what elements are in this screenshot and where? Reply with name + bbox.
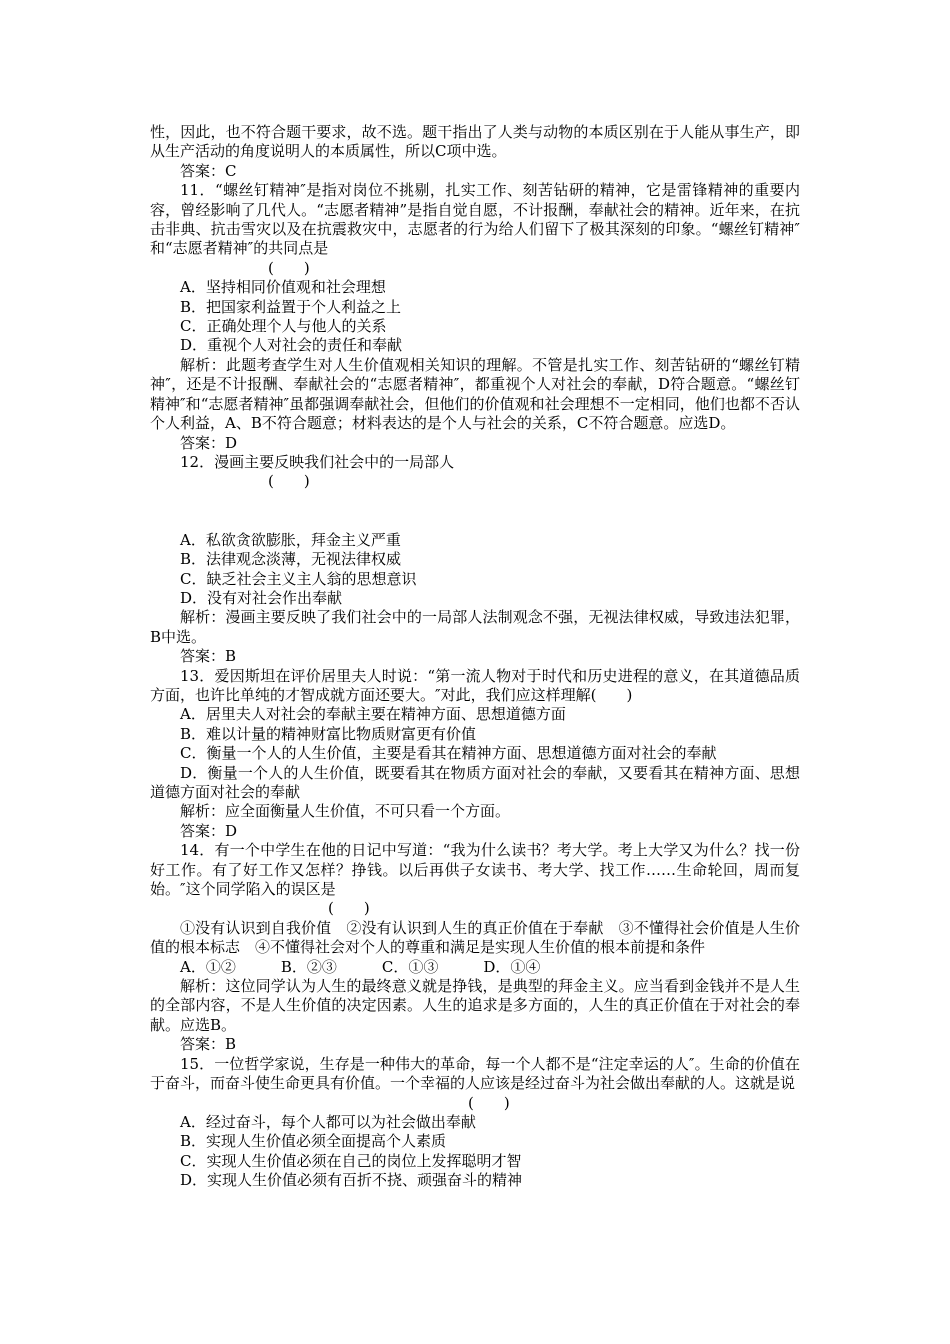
question-14-analysis: 解析：这位同学认为人生的最终意义就是挣钱，是典型的拜金主义。应当看到金钱并不是人生的全部内容，不是人生价值的决定因素。人生的追求是多方面的，人生的真正价值在于对社会的奉献。应选B。 (150, 977, 800, 1034)
question-12-option-c: C．缺乏社会主义主人翁的思想意识 (180, 569, 417, 588)
paragraph-continuation: 性，因此，也不符合题干要求，故不选。题干指出了人类与动物的本质区别在于人能从事生产，即从生产活动的角度说明人的本质属性，所以C项中选。 (150, 123, 800, 161)
question-11-stem: 11．“螺丝钉精神″是指对岗位不挑剔，扎实工作、刻苦钻研的精神，它是雷锋精神的重要内容，曾经影响了几代人。“志愿者精神”是指自觉自愿，不计报酬，奉献社会的精神。近年来，在抗击非典、抗击雪灾以及在抗震救灾中，志愿者的行为给人们留下了极其深刻的印象。“螺丝钉精神″和“志愿者精神″的共同点是 (150, 181, 800, 258)
question-15-option-a: A．经过奋斗，每个人都可以为社会做出奉献 (180, 1112, 476, 1131)
question-11-option-a: A．坚持相同价值观和社会理想 (180, 278, 386, 297)
question-11-option-c: C．正确处理个人与他人的关系 (180, 317, 387, 336)
question-15-stem: 15．一位哲学家说，生存是一种伟大的革命，每一个人都不是“注定幸运的人″。生命的价值在于奋斗，而奋斗使生命更具有价值。一个幸福的人应该是经过奋斗为社会做出奉献的人。这就是说 (150, 1054, 800, 1093)
question-15-blank: ( ) (468, 1093, 510, 1112)
question-14-stem: 14．有一个中学生在他的日记中写道：“我为什么读书？考大学。考上大学又为什么？找一份好工作。有了好工作又怎样？挣钱。以后再供子女读书、考大学、找工作……生命轮回，周而复始。″这个同学陷入的误区是 (150, 841, 800, 899)
question-11-analysis: 解析：此题考查学生对人生价值观相关知识的理解。不管是扎实工作、刻苦钻研的“螺丝钉精神″，还是不计报酬、奉献社会的“志愿者精神″，都重视个人对社会的奉献，D符合题意。“螺丝钉精神″和“志愿者精神″虽都强调奉献社会，但他们的价值观和社会理想不一定相同，他们也都不否认个人利益，A、B不符合题意；材料表达的是个人与社会的关系，C不符合题意。应选D。 (150, 355, 800, 433)
question-14-blank: ( ) (328, 899, 370, 918)
question-11-blank: ( ) (268, 258, 310, 277)
answer-10: 答案：C (180, 161, 237, 180)
question-13-option-a: A．居里夫人对社会的奉献主要在精神方面、思想道德方面 (180, 705, 566, 724)
question-12-option-d: D．没有对社会作出奉献 (180, 588, 343, 607)
question-12-blank: ( ) (268, 472, 310, 491)
cartoon-placeholder (150, 492, 800, 531)
question-13-answer: 答案：D (180, 821, 238, 840)
question-14-options: A．①② B．②③ C．①③ D．①④ (180, 957, 541, 976)
question-13-option-d: D．衡量一个人的人生价值，既要看其在物质方面对社会的奉献，又要看其在精神方面、思想道德方面对社会的奉献 (150, 763, 800, 801)
question-12-option-a: A．私欲贪欲膨胀，拜金主义严重 (180, 530, 401, 549)
question-13-analysis: 解析：应全面衡量人生价值，不可只看一个方面。 (180, 802, 511, 821)
document-page (150, 123, 800, 1191)
question-15-option-c: C．实现人生价值必须在自己的岗位上发挥聪明才智 (180, 1151, 522, 1170)
question-13-option-c: C．衡量一个人的人生价值，主要是看其在精神方面、思想道德方面对社会的奉献 (180, 744, 717, 763)
question-12-stem: 12．漫画主要反映我们社会中的一局部人 (180, 452, 455, 471)
question-15-option-d: D．实现人生价值必须有百折不挠、顽强奋斗的精神 (180, 1171, 523, 1190)
question-11-option-b: B．把国家利益置于个人利益之上 (180, 297, 402, 316)
question-11-answer: 答案：D (180, 433, 238, 452)
question-11-option-d: D．重视个人对社会的责任和奉献 (180, 336, 403, 355)
question-13-stem: 13．爱因斯坦在评价居里夫人时说：“第一流人物对于时代和历史进程的意义，在其道德品质方面，也许比单纯的才智成就方面还要大。″对此，我们应这样理解( ) (150, 666, 800, 704)
question-15-option-b: B．实现人生价值必须全面提高个人素质 (180, 1132, 447, 1151)
question-14-statements: ①没有认识到自我价值 ②没有认识到人生的真正价值在于奉献 ③不懂得社会价值是人生价值的根本标志 ④不懂得社会对个人的尊重和满足是实现人生价值的根本前提和条件 (150, 918, 800, 957)
question-12-option-b: B．法律观念淡薄，无视法律权威 (180, 550, 402, 569)
question-14-answer: 答案：B (180, 1035, 237, 1054)
question-12-analysis: 解析：漫画主要反映了我们社会中的一局部人法制观念不强，无视法律权威，导致违法犯罪，B中选。 (150, 608, 800, 646)
question-12-answer: 答案：B (180, 647, 237, 666)
question-13-option-b: B．难以计量的精神财富比物质财富更有价值 (180, 724, 477, 743)
